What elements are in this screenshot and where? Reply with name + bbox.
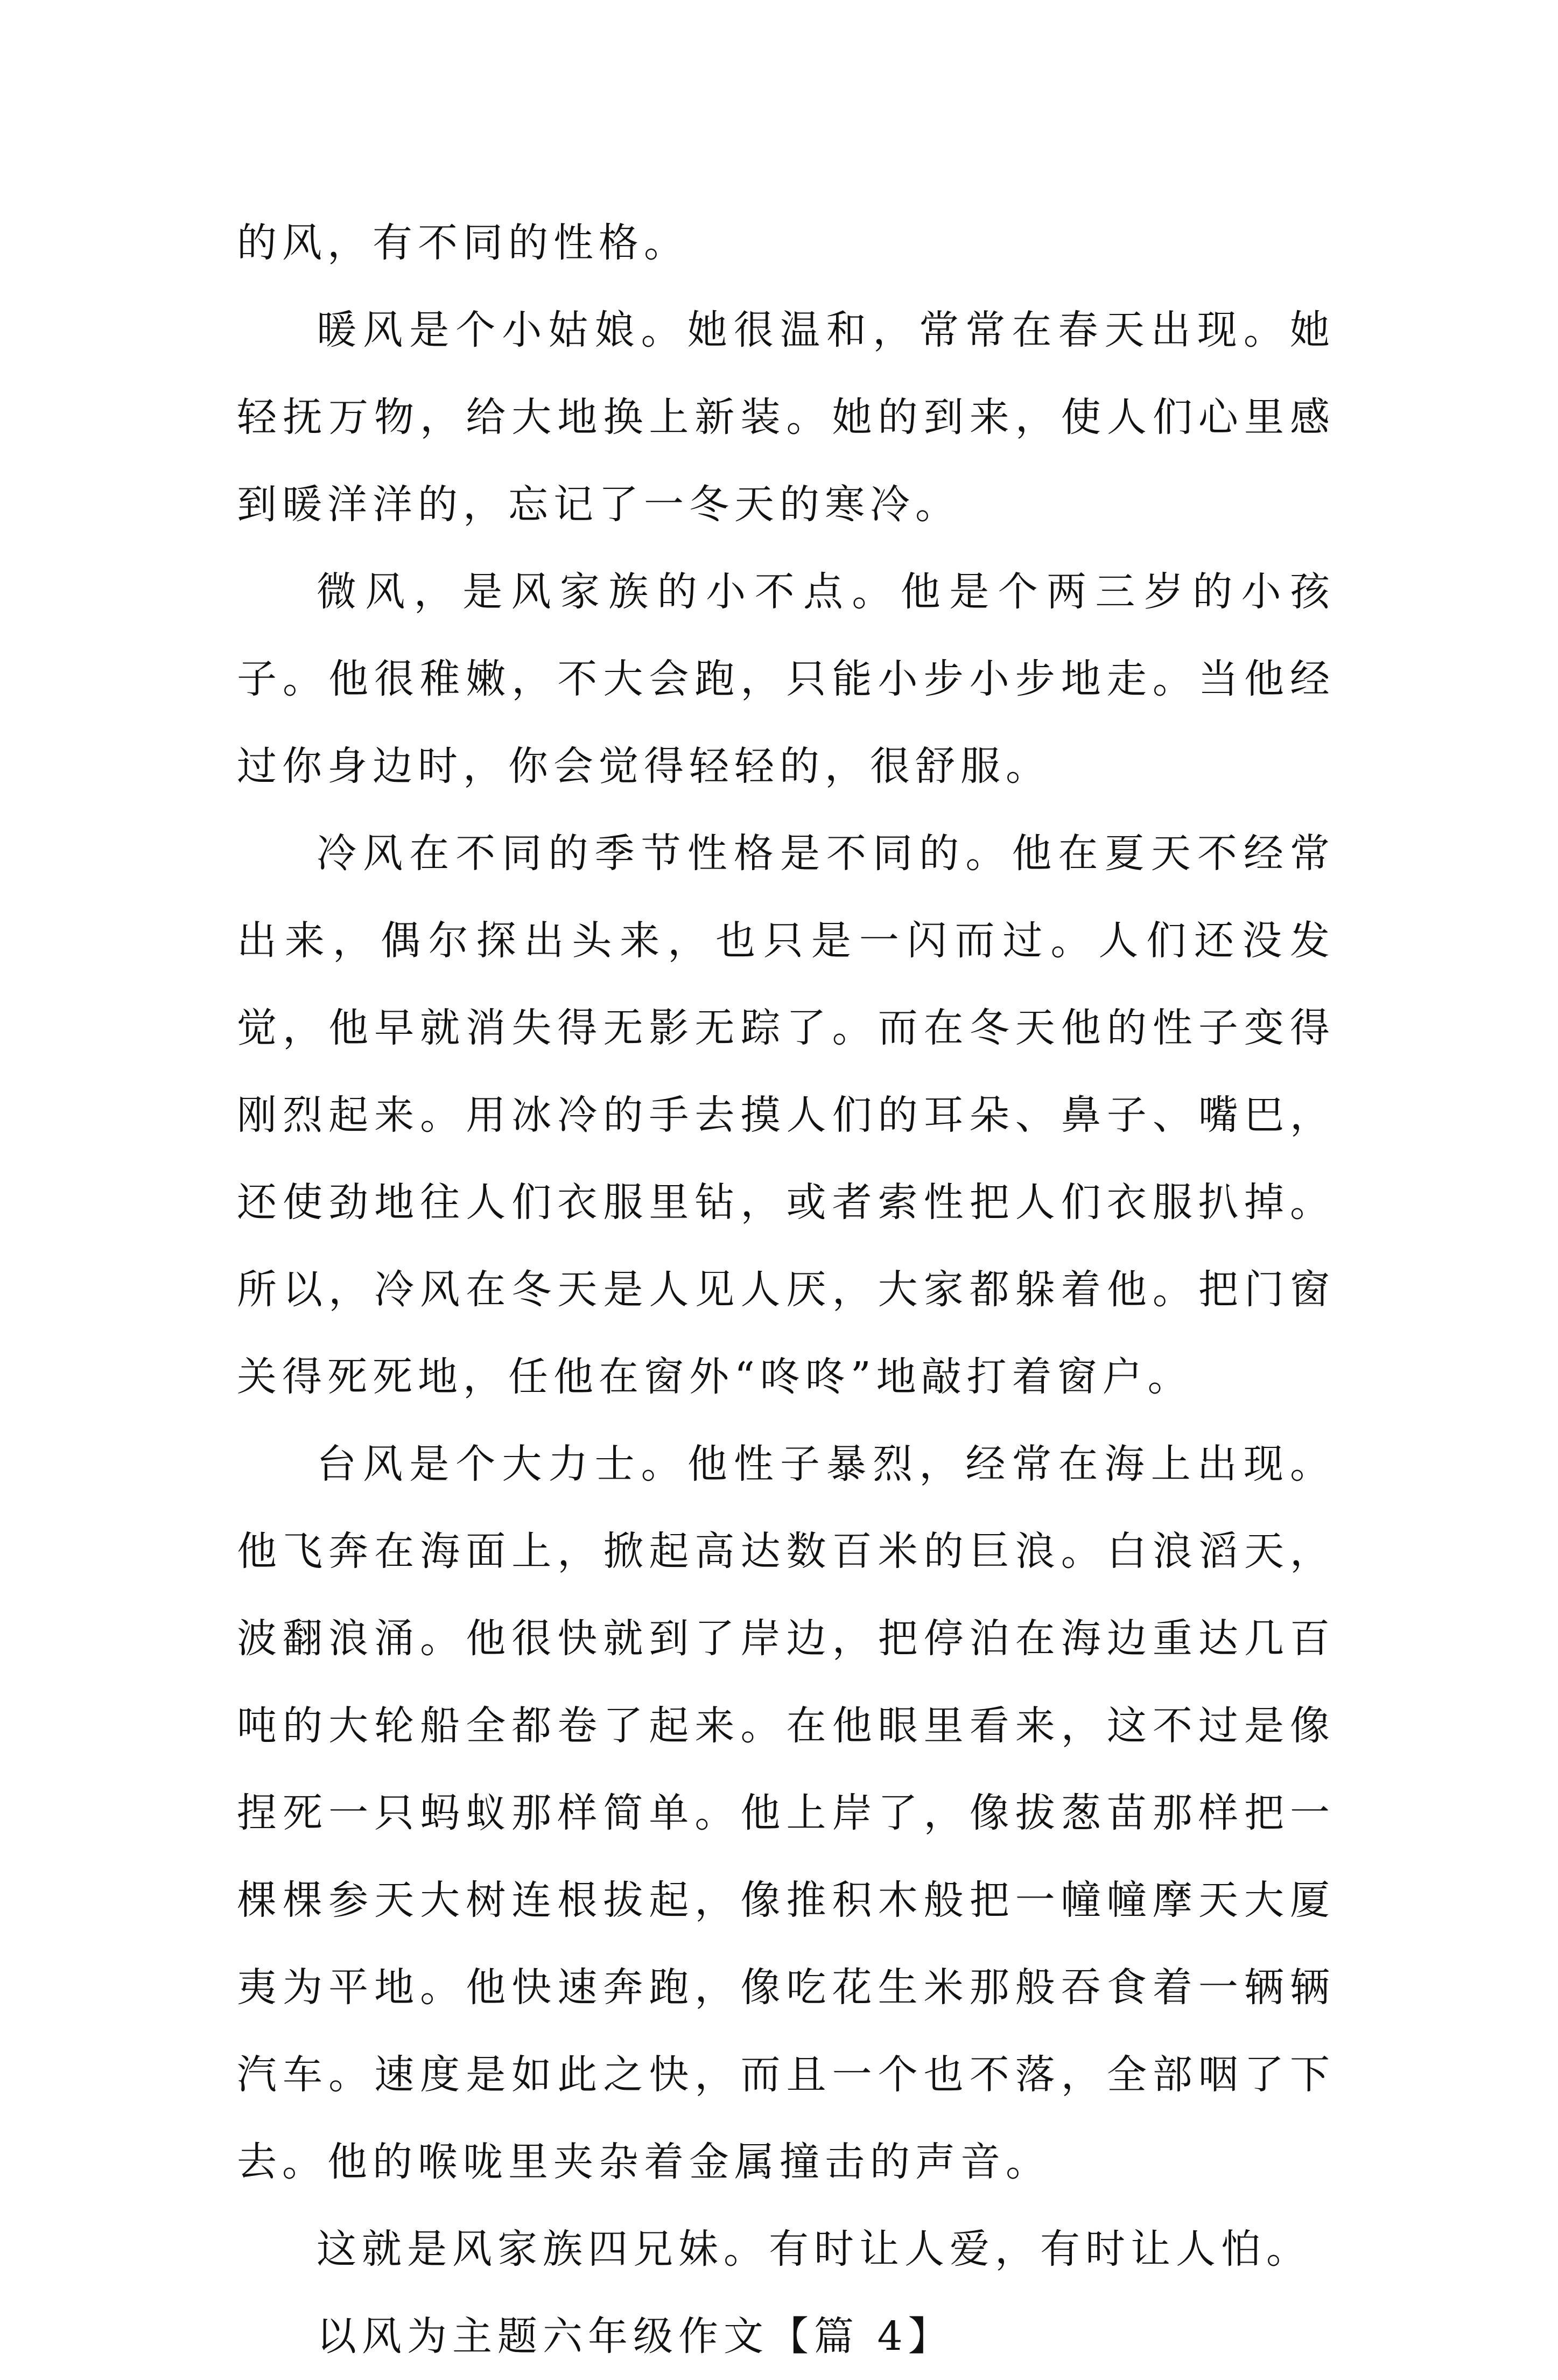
section-heading: 以风为主题六年级作文【篇 4】 bbox=[317, 2313, 953, 2360]
paragraph-conclusion: 这就是风家族四兄妹。有时让人爱，有时让人怕。 bbox=[317, 2226, 1311, 2272]
paragraph-typhoon: 台风是个大力士。他性子暴烈，经常在海上出现。他飞奔在海面上，掀起高达数百米的巨浪。白浪滔天，波翻浪涌。他很快就到了岸边，把停泊在海边重达几百吨的大轮船全都卷了起来。在他眼里看来，这不过是像捏死一只蚂蚁那样简单。他上岸了，像拔葱苗那样把一棵棵参天大树连根拔起，像推积木般把一幢幢摩天大厦夷为平地。他快速奔跑，像吃花生米那般吞食着一辆辆汽车。速度是如此之快，而且一个也不落，全部咽了下去。他的喉咙里夹杂着金属撞击的声音。 bbox=[237, 1441, 1335, 2185]
paragraph-continued: 的风，有不同的性格。 bbox=[237, 220, 689, 266]
article-body bbox=[237, 199, 1335, 2380]
paragraph-breeze: 微风，是风家族的小不点。他是个两三岁的小孩子。他很稚嫩，不大会跑，只能小步小步地走。当他经过你身边时，你会觉得轻轻的，很舒服。 bbox=[237, 569, 1335, 789]
paragraph-warm-wind: 暖风是个小姑娘。她很温和，常常在春天出现。她轻抚万物，给大地换上新装。她的到来，使人们心里感到暖洋洋的，忘记了一冬天的寒冷。 bbox=[237, 307, 1335, 528]
paragraph-cold-wind: 冷风在不同的季节性格是不同的。他在夏天不经常出来，偶尔探出头来，也只是一闪而过。人们还没发觉，他早就消失得无影无踪了。而在冬天他的性子变得刚烈起来。用冰冷的手去摸人们的耳朵、鼻子、嘴巴，还使劲地往人们衣服里钻，或者索性把人们衣服扒掉。所以，冷风在冬天是人见人厌，大家都躲着他。把门窗关得死死地，任他在窗外“咚咚”地敲打着窗户。 bbox=[237, 830, 1335, 1400]
